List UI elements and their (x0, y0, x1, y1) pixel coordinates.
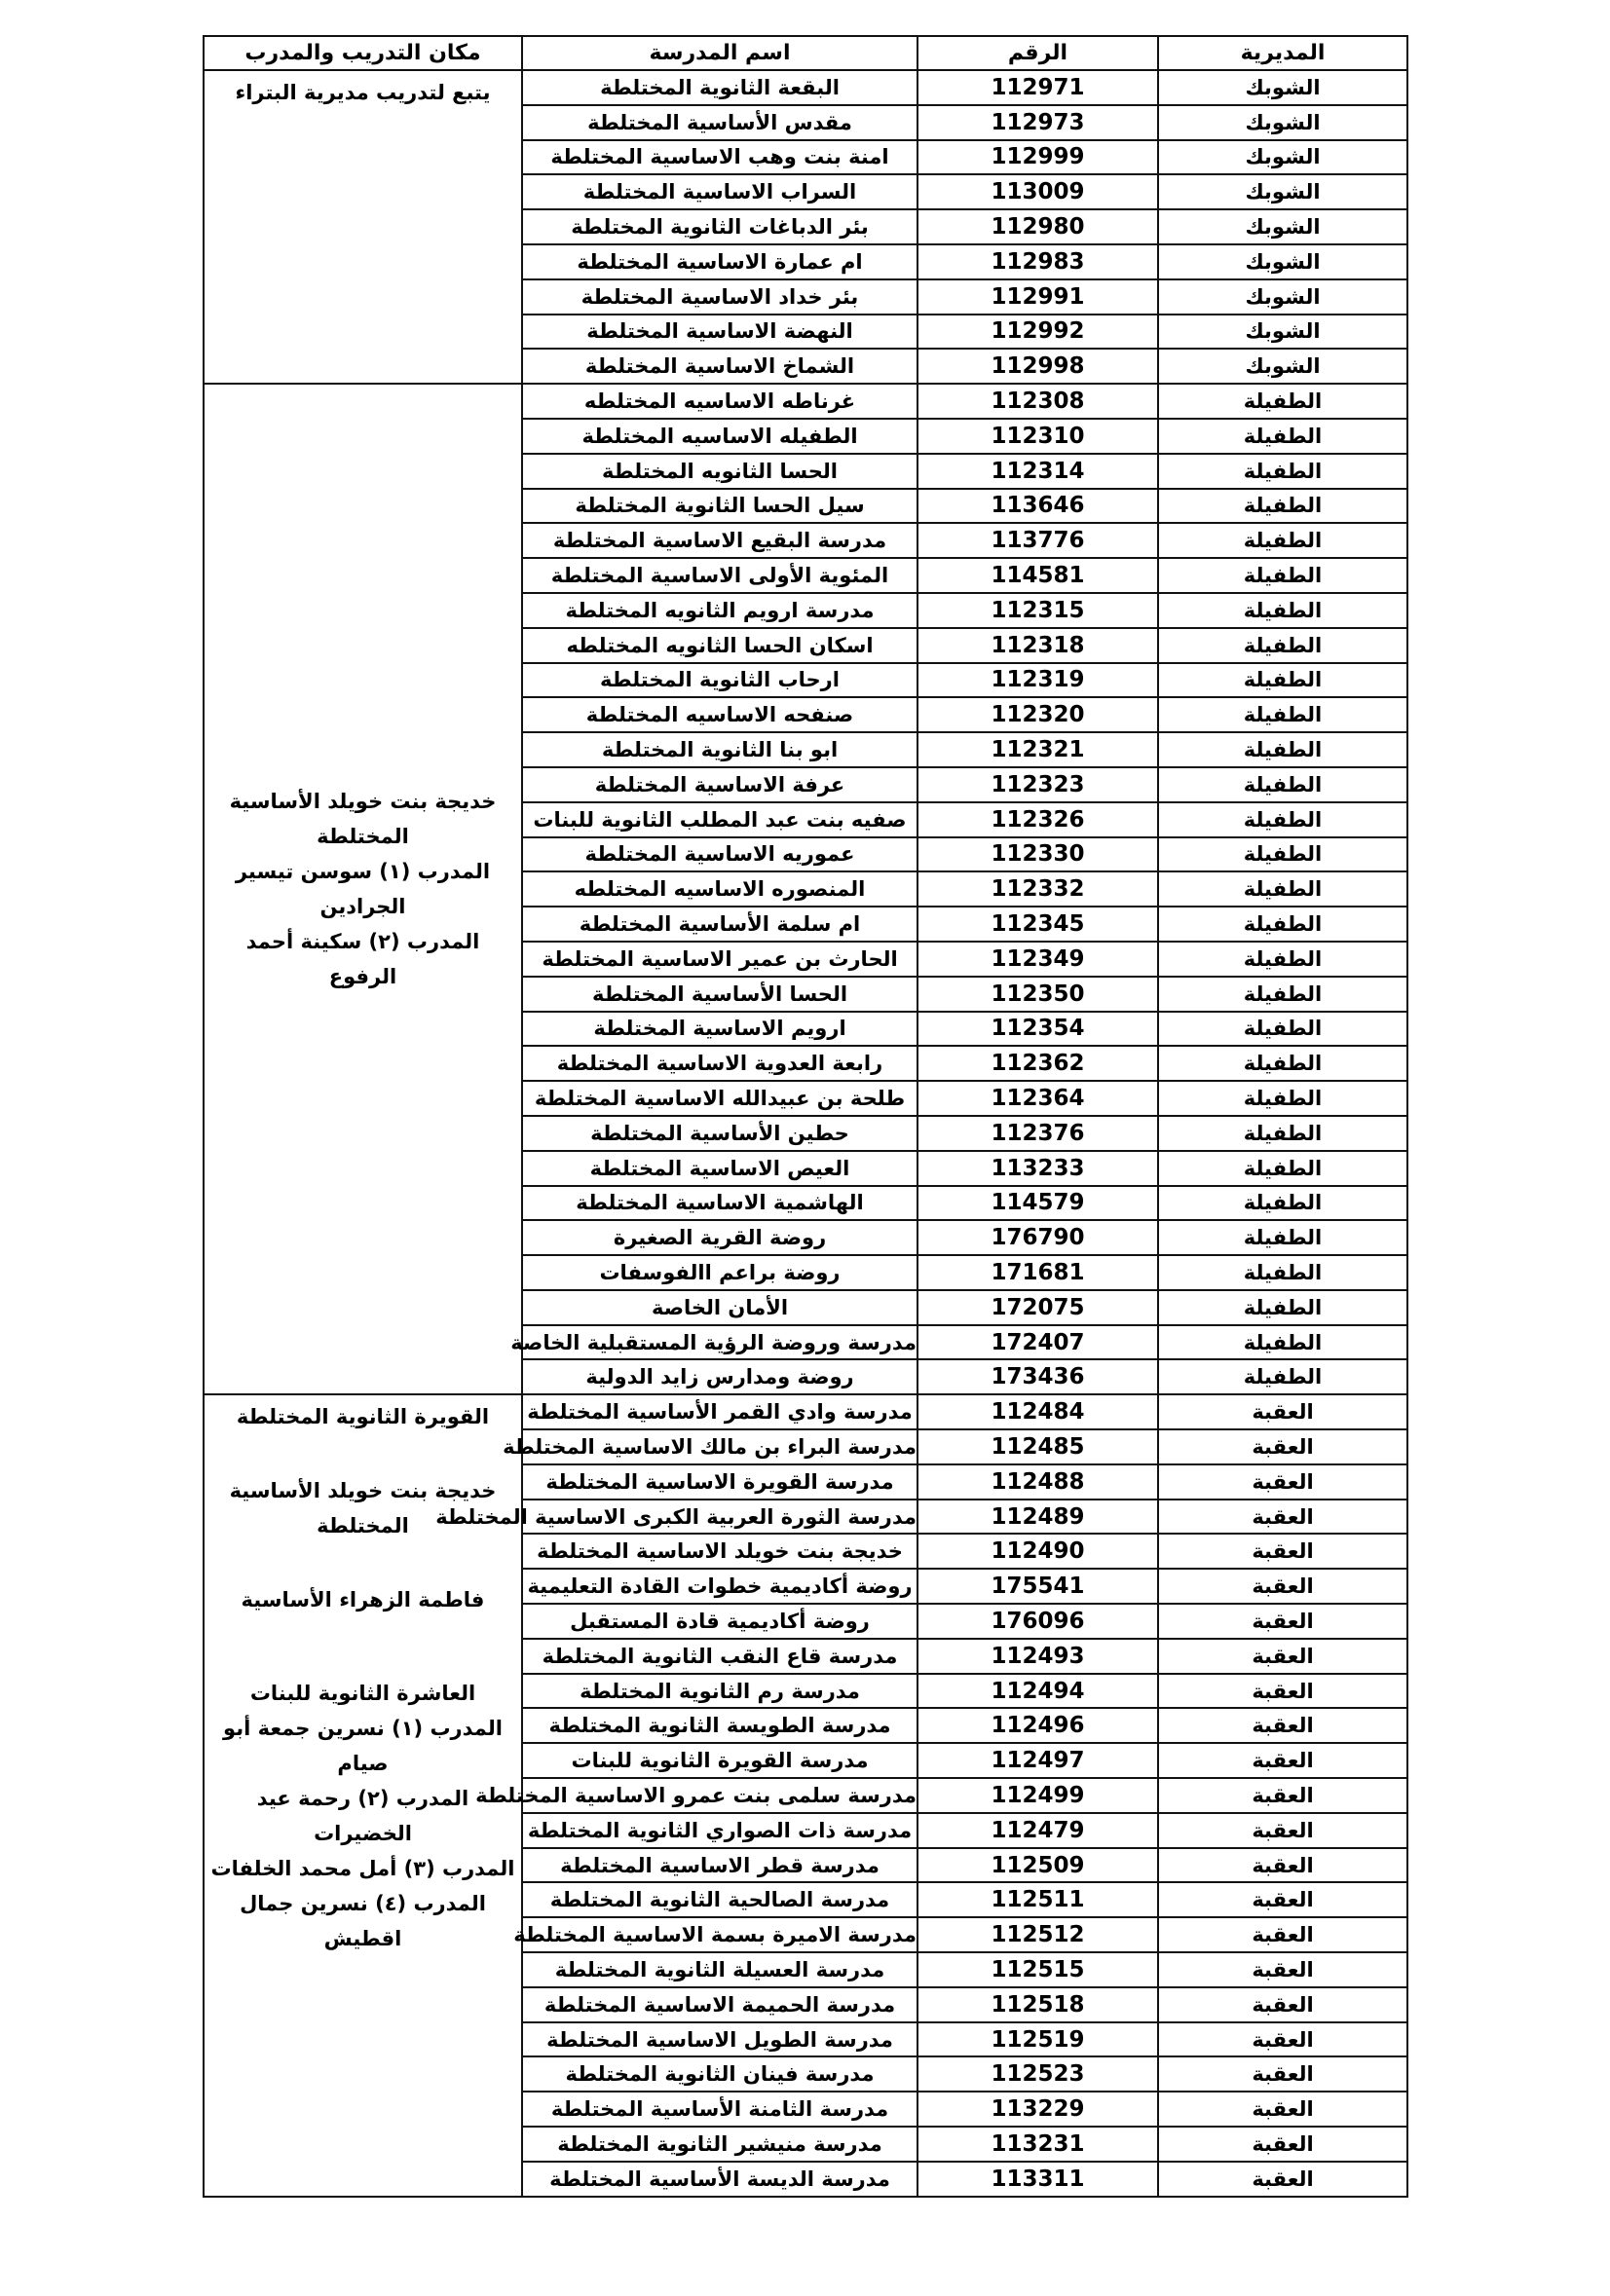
cell-directorate: العقبة (1158, 1952, 1407, 1987)
cell-school-number: 112308 (917, 384, 1158, 419)
cell-directorate: العقبة (1158, 1778, 1407, 1813)
cell-school-name: مدرسة الاميرة بسمة الاساسية المختلطة (522, 1917, 917, 1952)
cell-school-number: 176096 (917, 1604, 1158, 1639)
cell-school-number: 112509 (917, 1848, 1158, 1883)
cell-school-name: مدرسة ارويم الثانويه المختلطة (522, 593, 917, 628)
cell-school-number: 112490 (917, 1534, 1158, 1569)
cell-school-name: مدرسة ذات الصواري الثانوية المختلطة (522, 1813, 917, 1848)
place-aqaba-group-4-line: المدرب (١) نسرين جمعة أبو صيام (223, 1717, 503, 1776)
cell-school-number: 112319 (917, 663, 1158, 698)
header-school: اسم المدرسة (522, 36, 917, 70)
cell-school-name: النهضة الاساسية المختلطة (522, 315, 917, 350)
cell-school-name: مقدس الأساسية المختلطة (522, 105, 917, 140)
cell-school-name: سيل الحسا الثانوية المختلطة (522, 489, 917, 524)
cell-school-number: 112354 (917, 1012, 1158, 1047)
cell-school-name: بئر خداد الاساسية المختلطة (522, 279, 917, 315)
cell-school-number: 112321 (917, 732, 1158, 767)
cell-school-name: بئر الدباغات الثانوية المختلطة (522, 209, 917, 244)
cell-school-name: ابو بنا الثانوية المختلطة (522, 732, 917, 767)
cell-directorate: الطفيلة (1158, 1220, 1407, 1255)
place-tafila-line: المختلطة (317, 825, 409, 849)
cell-school-name: مدرسة الحميمة الاساسية المختلطة (522, 1987, 917, 2022)
cell-school-name: السراب الاساسية المختلطة (522, 174, 917, 209)
cell-directorate: الشوبك (1158, 209, 1407, 244)
cell-school-name: عرفة الاساسية المختلطة (522, 767, 917, 802)
place-aqaba-group-2-line: خديجة بنت خويلد الأساسية (229, 1479, 497, 1503)
cell-directorate: الشوبك (1158, 140, 1407, 175)
cell-school-name: صنفحه الاساسيه المختلطة (522, 697, 917, 732)
table-header-row (204, 36, 1407, 70)
place-shobak (204, 70, 522, 384)
cell-school-name: مدرسة قطر الاساسية المختلطة (522, 1848, 917, 1883)
cell-directorate: العقبة (1158, 2022, 1407, 2057)
cell-directorate: العقبة (1158, 1674, 1407, 1709)
cell-directorate: الطفيلة (1158, 1359, 1407, 1394)
cell-school-name: رابعة العدوية الاساسية المختلطة (522, 1046, 917, 1081)
cell-directorate: الطفيلة (1158, 907, 1407, 942)
place-aqaba-group-3: فاطمة الزهراء الأساسية (241, 1588, 485, 1612)
cell-school-name: مدرسة سلمى بنت عمرو الاساسية المختلطة (522, 1778, 917, 1813)
cell-directorate: الشوبك (1158, 279, 1407, 315)
cell-directorate: الطفيلة (1158, 628, 1407, 663)
place-tafila (204, 384, 522, 1394)
cell-directorate: الطفيلة (1158, 802, 1407, 837)
schools-table (203, 35, 1408, 2198)
place-aqaba-group-4-line: المدرب (٤) نسرين جمال اقطيش (240, 1892, 486, 1951)
cell-school-number: 112314 (917, 454, 1158, 489)
cell-school-number: 175541 (917, 1569, 1158, 1604)
cell-school-name: مدرسة الطويل الاساسية المختلطة (522, 2022, 917, 2057)
cell-directorate: الشوبك (1158, 349, 1407, 384)
cell-school-name: مدرسة العسيلة الثانوية المختلطة (522, 1952, 917, 1987)
cell-school-number: 112362 (917, 1046, 1158, 1081)
cell-school-name: مدرسة وادي القمر الأساسية المختلطة (522, 1394, 917, 1429)
table-row (204, 70, 1407, 105)
cell-directorate: العقبة (1158, 2092, 1407, 2127)
cell-school-number: 112364 (917, 1081, 1158, 1116)
cell-school-number: 172407 (917, 1325, 1158, 1360)
cell-school-number: 114581 (917, 558, 1158, 593)
cell-school-name: الحارث بن عمير الاساسية المختلطة (522, 942, 917, 977)
cell-directorate: العقبة (1158, 1534, 1407, 1569)
cell-school-number: 112991 (917, 279, 1158, 315)
cell-school-number: 112983 (917, 244, 1158, 279)
cell-school-number: 113646 (917, 489, 1158, 524)
cell-directorate: الطفيلة (1158, 1151, 1407, 1186)
schools-table-sheet (203, 35, 1406, 2191)
cell-school-number: 113311 (917, 2162, 1158, 2197)
cell-school-number: 113233 (917, 1151, 1158, 1186)
cell-school-name: مدرسة رم الثانوية المختلطة (522, 1674, 917, 1709)
cell-school-number: 112310 (917, 419, 1158, 454)
cell-directorate: الطفيلة (1158, 384, 1407, 419)
cell-directorate: الطفيلة (1158, 593, 1407, 628)
cell-directorate: العقبة (1158, 1464, 1407, 1500)
cell-school-name: الحسا الأساسية المختلطة (522, 977, 917, 1012)
cell-school-name: خديجة بنت خويلد الاساسية المختلطة (522, 1534, 917, 1569)
cell-school-number: 112318 (917, 628, 1158, 663)
header-number: الرقم (917, 36, 1158, 70)
cell-directorate: العقبة (1158, 1604, 1407, 1639)
place-aqaba-group-2-line: المختلطة (317, 1514, 409, 1538)
cell-directorate: الطفيلة (1158, 871, 1407, 907)
cell-directorate: الطفيلة (1158, 1290, 1407, 1325)
cell-school-number: 113009 (917, 174, 1158, 209)
cell-school-name: مدرسة الصالحية الثانوية المختلطة (522, 1882, 917, 1917)
cell-school-number: 112376 (917, 1116, 1158, 1151)
cell-school-name: البقعة الثانوية المختلطة (522, 70, 917, 105)
cell-school-number: 112315 (917, 593, 1158, 628)
cell-school-name: العيص الاساسية المختلطة (522, 1151, 917, 1186)
place-tafila-line: المدرب (٢) سكينة أحمد الرفوع (245, 930, 480, 989)
cell-school-name: روضة القرية الصغيرة (522, 1220, 917, 1255)
cell-school-number: 112992 (917, 315, 1158, 350)
cell-directorate: العقبة (1158, 1882, 1407, 1917)
cell-school-number: 112519 (917, 2022, 1158, 2057)
cell-school-number: 112350 (917, 977, 1158, 1012)
cell-school-name: امنة بنت وهب الاساسية المختلطة (522, 140, 917, 175)
cell-school-name: مدرسة الطويسة الثانوية المختلطة (522, 1708, 917, 1743)
cell-school-name: مدرسة فينان الثانوية المختلطة (522, 2056, 917, 2092)
cell-school-number: 112326 (917, 802, 1158, 837)
cell-directorate: العقبة (1158, 1500, 1407, 1535)
cell-school-number: 112323 (917, 767, 1158, 802)
cell-school-name: ام سلمة الأساسية المختلطة (522, 907, 917, 942)
cell-school-number: 173436 (917, 1359, 1158, 1394)
cell-school-name: اسكان الحسا الثانويه المختلطه (522, 628, 917, 663)
cell-directorate: الطفيلة (1158, 523, 1407, 558)
cell-school-number: 112999 (917, 140, 1158, 175)
cell-school-number: 112493 (917, 1639, 1158, 1674)
cell-school-number: 112497 (917, 1743, 1158, 1778)
cell-school-name: مدرسة الثورة العربية الكبرى الاساسية المختلطة (522, 1500, 917, 1535)
cell-directorate: الطفيلة (1158, 732, 1407, 767)
cell-school-number: 112330 (917, 837, 1158, 872)
cell-school-name: عموريه الاساسية المختلطة (522, 837, 917, 872)
cell-school-name: روضة أكاديمية خطوات القادة التعليمية (522, 1569, 917, 1604)
cell-school-number: 112971 (917, 70, 1158, 105)
cell-school-name: غرناطه الاساسيه المختلطه (522, 384, 917, 419)
cell-school-name: المنصوره الاساسيه المختلطه (522, 871, 917, 907)
table-body (204, 70, 1407, 2197)
cell-school-name: مدرسة منيشير الثانوية المختلطة (522, 2127, 917, 2162)
cell-directorate: الطفيلة (1158, 1255, 1407, 1290)
cell-school-number: 112485 (917, 1429, 1158, 1464)
cell-school-name: الأمان الخاصة (522, 1290, 917, 1325)
cell-directorate: العقبة (1158, 1813, 1407, 1848)
cell-school-number: 112518 (917, 1987, 1158, 2022)
cell-school-number: 172075 (917, 1290, 1158, 1325)
cell-school-name: مدرسة الثامنة الأساسية المختلطة (522, 2092, 917, 2127)
place-aqaba-group-4-line: المدرب (٣) أمل محمد الخلفات (210, 1857, 515, 1881)
cell-directorate: العقبة (1158, 1429, 1407, 1464)
cell-school-number: 112494 (917, 1674, 1158, 1709)
cell-school-number: 112489 (917, 1500, 1158, 1535)
place-shobak-text: يتبع لتدريب مديرية البتراء (235, 81, 491, 104)
cell-school-number: 112488 (917, 1464, 1158, 1500)
place-aqaba-group-4-line: المدرب (٢) رحمة عيد الخضيرات (256, 1787, 469, 1846)
cell-school-name: الطفيله الاساسيه المختلطة (522, 419, 917, 454)
cell-school-name: روضة براعم االفوسفات (522, 1255, 917, 1290)
cell-school-name: ارحاب الثانوية المختلطة (522, 663, 917, 698)
cell-school-number: 176790 (917, 1220, 1158, 1255)
cell-school-name: المئوية الأولى الاساسية المختلطة (522, 558, 917, 593)
cell-directorate: العقبة (1158, 2162, 1407, 2197)
cell-directorate: الطفيلة (1158, 1012, 1407, 1047)
cell-school-name: مدرسة القويرة الثانوية للبنات (522, 1743, 917, 1778)
cell-directorate: الطفيلة (1158, 1081, 1407, 1116)
cell-school-number: 112973 (917, 105, 1158, 140)
table-row (204, 1394, 1407, 1429)
cell-directorate: الطفيلة (1158, 697, 1407, 732)
cell-school-number: 112499 (917, 1778, 1158, 1813)
place-tafila-line: المدرب (١) سوسن تيسير الجرادين (235, 860, 491, 919)
cell-directorate: الطفيلة (1158, 1325, 1407, 1360)
cell-school-name: مدرسة الديسة الأساسية المختلطة (522, 2162, 917, 2197)
cell-school-number: 113229 (917, 2092, 1158, 2127)
cell-school-name: الحسا الثانويه المختلطة (522, 454, 917, 489)
cell-directorate: الطفيلة (1158, 1116, 1407, 1151)
cell-directorate: العقبة (1158, 1743, 1407, 1778)
cell-directorate: الطفيلة (1158, 419, 1407, 454)
cell-school-number: 112998 (917, 349, 1158, 384)
cell-school-number: 112511 (917, 1882, 1158, 1917)
cell-school-number: 112349 (917, 942, 1158, 977)
cell-school-name: طلحة بن عبيدالله الاساسية المختلطة (522, 1081, 917, 1116)
cell-school-name: مدرسة القويرة الاساسية المختلطة (522, 1464, 917, 1500)
cell-school-number: 114579 (917, 1186, 1158, 1221)
cell-directorate: العقبة (1158, 1848, 1407, 1883)
cell-directorate: العقبة (1158, 1394, 1407, 1429)
cell-directorate: العقبة (1158, 2056, 1407, 2092)
cell-school-name: مدرسة البراء بن مالك الاساسية المختلطة (522, 1429, 917, 1464)
header-directorate: المديرية (1158, 36, 1407, 70)
cell-school-name: مدرسة قاع النقب الثانوية المختلطة (522, 1639, 917, 1674)
cell-directorate: الطفيلة (1158, 663, 1407, 698)
header-training-place: مكان التدريب والمدرب (204, 36, 522, 70)
cell-directorate: العقبة (1158, 2127, 1407, 2162)
cell-directorate: الشوبك (1158, 315, 1407, 350)
cell-directorate: العقبة (1158, 1987, 1407, 2022)
cell-school-number: 112320 (917, 697, 1158, 732)
cell-directorate: الطفيلة (1158, 489, 1407, 524)
cell-directorate: الطفيلة (1158, 977, 1407, 1012)
cell-school-number: 112523 (917, 2056, 1158, 2092)
place-aqaba-group-4-line: العاشرة الثانوية للبنات (249, 1682, 476, 1706)
cell-school-number: 113776 (917, 523, 1158, 558)
cell-school-number: 113231 (917, 2127, 1158, 2162)
cell-school-number: 171681 (917, 1255, 1158, 1290)
cell-school-name: حطين الأساسية المختلطة (522, 1116, 917, 1151)
table-row (204, 384, 1407, 419)
cell-directorate: الطفيلة (1158, 1046, 1407, 1081)
cell-directorate: الطفيلة (1158, 942, 1407, 977)
place-tafila-line: خديجة بنت خويلد الأساسية (229, 790, 497, 814)
cell-school-number: 112332 (917, 871, 1158, 907)
cell-school-name: روضة ومدارس زايد الدولية (522, 1359, 917, 1394)
cell-directorate: الشوبك (1158, 244, 1407, 279)
cell-directorate: الطفيلة (1158, 454, 1407, 489)
cell-directorate: الشوبك (1158, 105, 1407, 140)
cell-directorate: الشوبك (1158, 174, 1407, 209)
cell-school-number: 112496 (917, 1708, 1158, 1743)
cell-directorate: العقبة (1158, 1569, 1407, 1604)
cell-school-name: مدرسة وروضة الرؤية المستقبلية الخاصة (522, 1325, 917, 1360)
cell-school-number: 112515 (917, 1952, 1158, 1987)
cell-directorate: الطفيلة (1158, 558, 1407, 593)
cell-school-name: ارويم الاساسية المختلطة (522, 1012, 917, 1047)
cell-directorate: العقبة (1158, 1639, 1407, 1674)
cell-school-number: 112484 (917, 1394, 1158, 1429)
cell-directorate: العقبة (1158, 1917, 1407, 1952)
cell-directorate: الطفيلة (1158, 837, 1407, 872)
cell-school-name: الشماخ الاساسية المختلطة (522, 349, 917, 384)
place-aqaba-group-1: القويرة الثانوية المختلطة (236, 1405, 490, 1429)
cell-school-name: صفيه بنت عبد المطلب الثانوية للبنات (522, 802, 917, 837)
cell-directorate: الشوبك (1158, 70, 1407, 105)
cell-school-name: ام عمارة الاساسية المختلطة (522, 244, 917, 279)
cell-school-number: 112479 (917, 1813, 1158, 1848)
cell-school-number: 112980 (917, 209, 1158, 244)
cell-directorate: الطفيلة (1158, 1186, 1407, 1221)
cell-school-number: 112512 (917, 1917, 1158, 1952)
cell-directorate: الطفيلة (1158, 767, 1407, 802)
cell-school-number: 112345 (917, 907, 1158, 942)
cell-directorate: العقبة (1158, 1708, 1407, 1743)
cell-school-name: روضة أكاديمية قادة المستقبل (522, 1604, 917, 1639)
cell-school-name: مدرسة البقيع الاساسية المختلطة (522, 523, 917, 558)
cell-school-name: الهاشمية الاساسية المختلطة (522, 1186, 917, 1221)
